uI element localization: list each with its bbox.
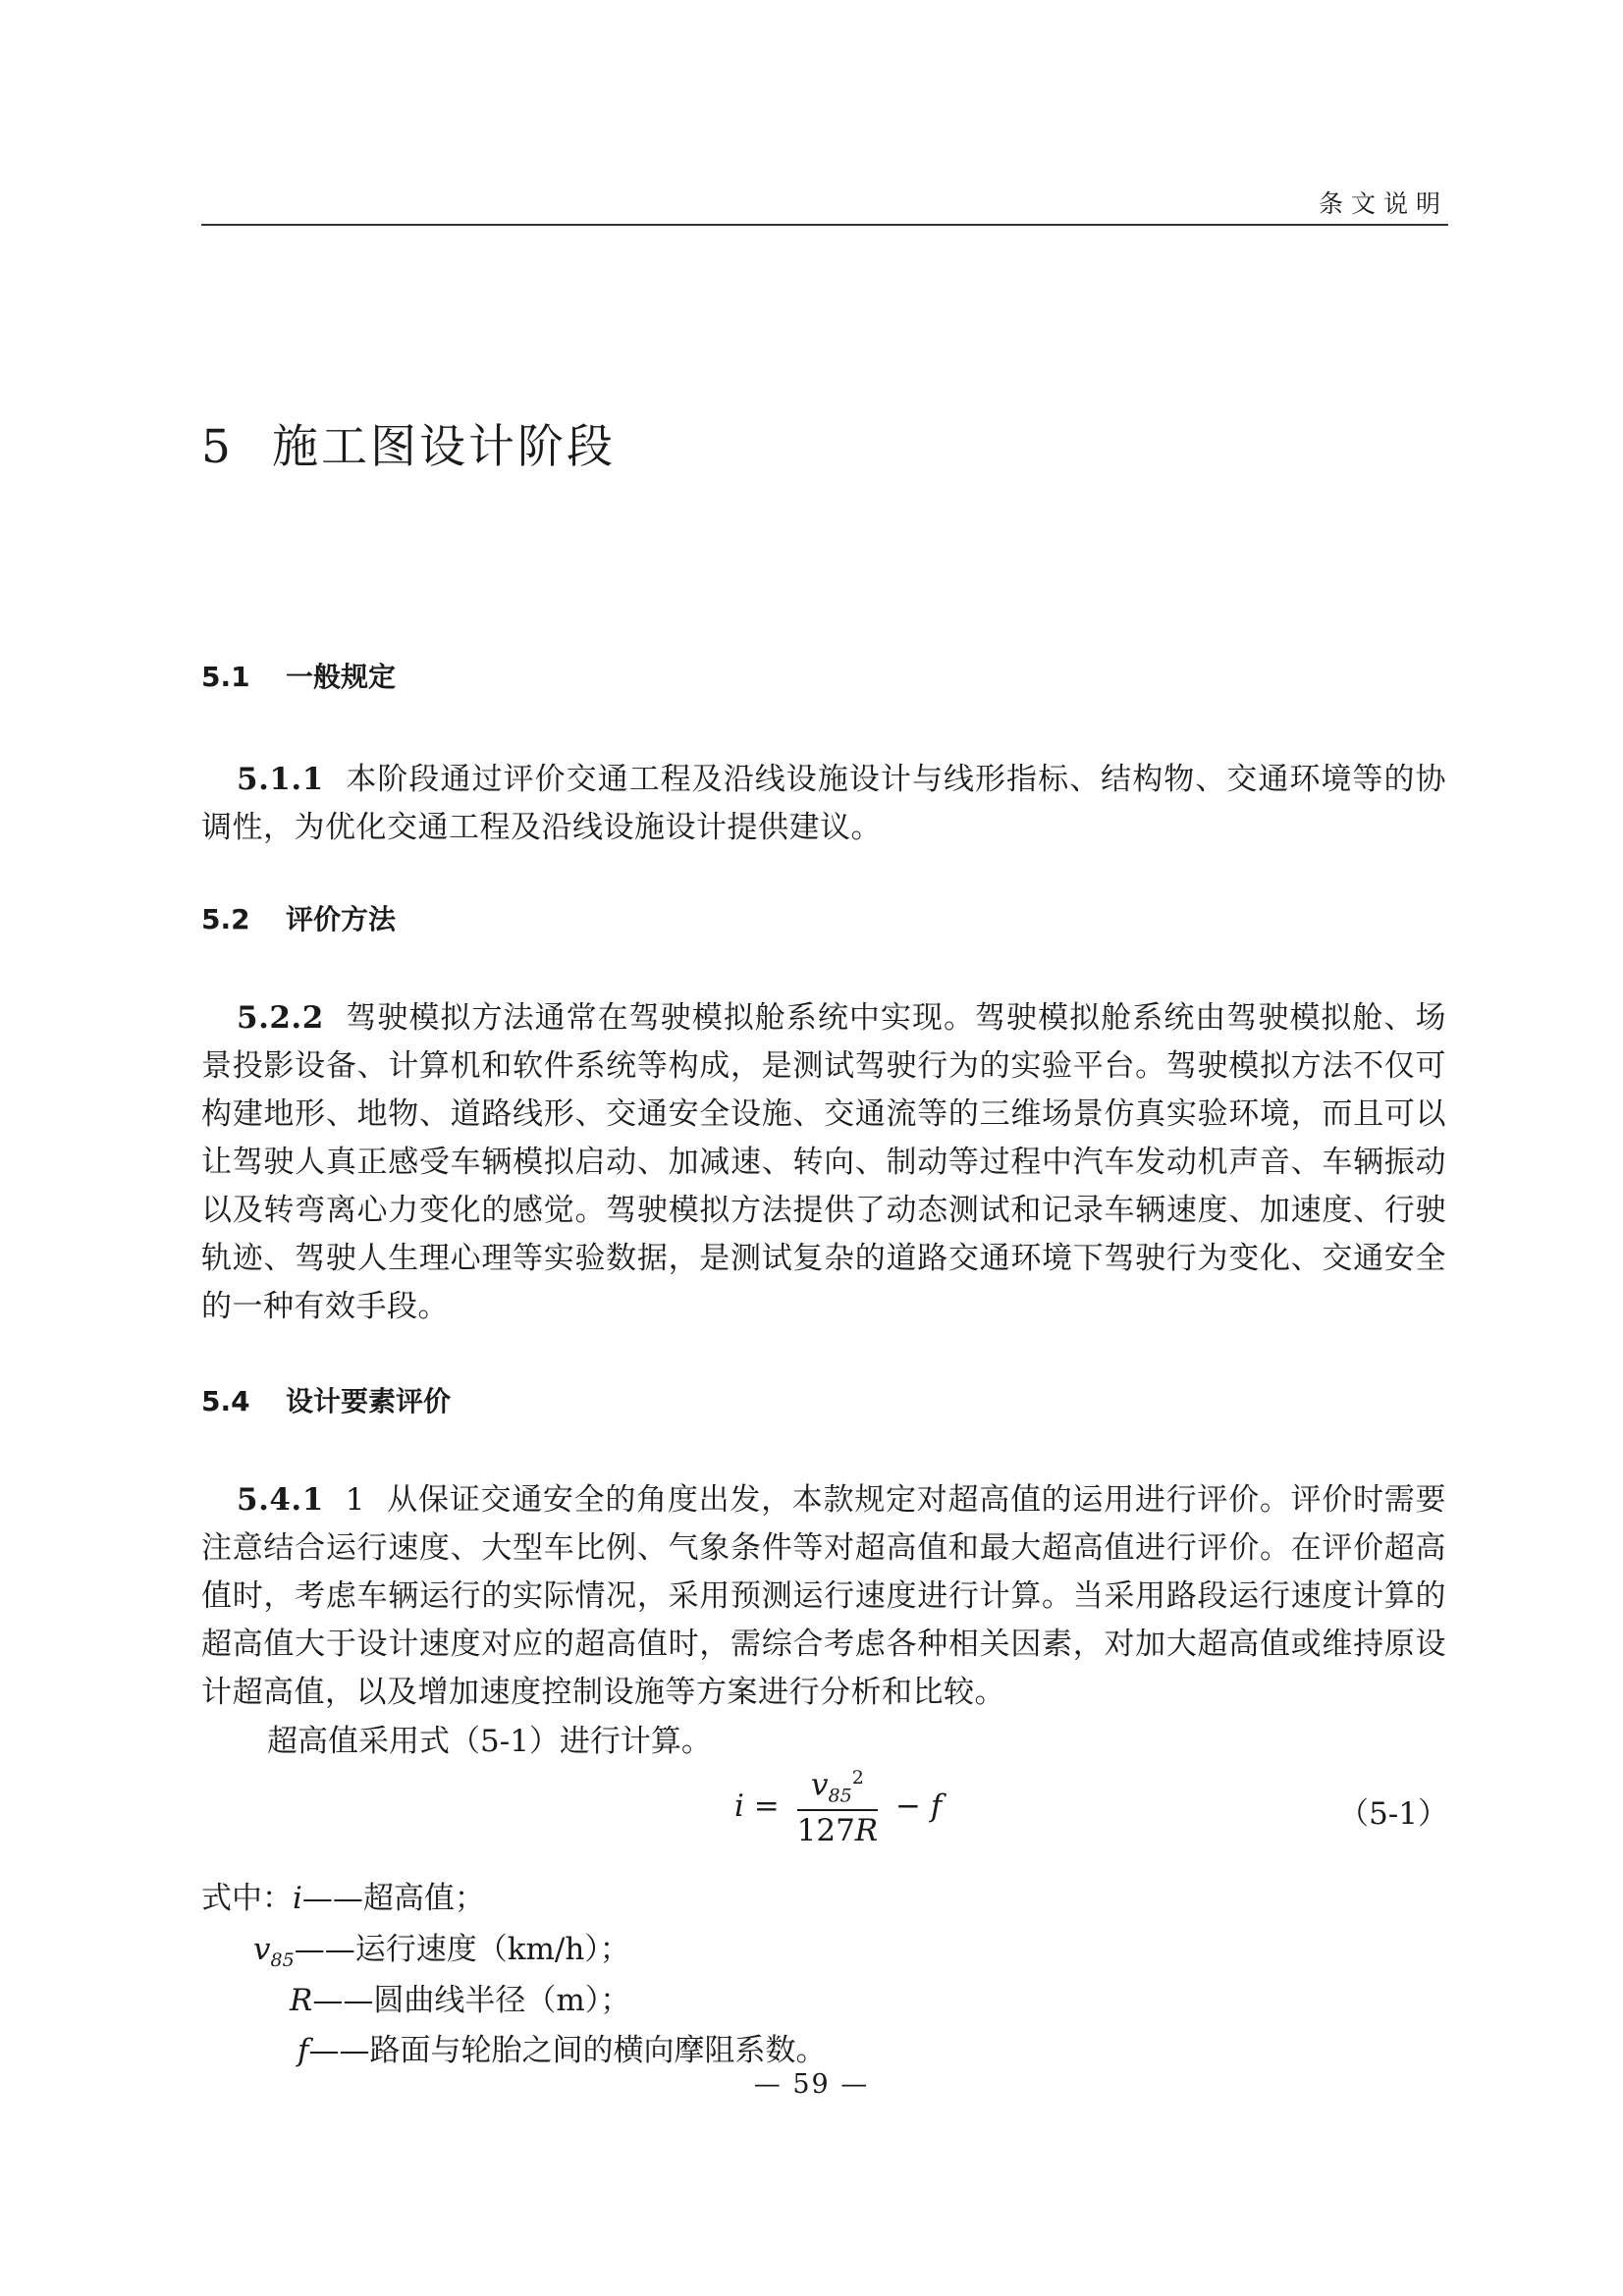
chapter-title — [201, 410, 616, 476]
where-desc: ——圆曲线半径（m）； — [312, 1983, 631, 2018]
where-line-r — [290, 1975, 630, 2019]
formula-minus: − — [895, 1788, 921, 1824]
where-desc: ——运行速度（km/h）； — [294, 1932, 630, 1967]
numerator-sub: 85 — [828, 1785, 852, 1807]
section-title: 一般规定 — [286, 661, 397, 693]
denominator-coef: 127 — [796, 1812, 855, 1848]
formula-5-1 — [734, 1767, 942, 1848]
section-heading-5-4 — [201, 1380, 451, 1419]
section-number: 5.4 — [201, 1385, 250, 1417]
where-symbol: f — [298, 2033, 309, 2068]
section-number: 5.1 — [201, 661, 250, 693]
clause-5-2-2 — [201, 994, 1446, 1331]
numerator-sup: 2 — [851, 1767, 864, 1789]
clause-number: 5.2.2 — [237, 1000, 324, 1036]
clause-5-1-1 — [201, 756, 1446, 852]
formula-lhs: i — [734, 1788, 744, 1824]
where-desc: ——超高值； — [301, 1881, 485, 1916]
where-line-i — [201, 1873, 485, 1917]
clause-number: 5.4.1 — [237, 1482, 324, 1518]
where-symbol: v — [253, 1932, 271, 1967]
section-heading-5-1 — [201, 656, 396, 695]
numerator-var: v — [810, 1767, 829, 1803]
formula-fraction — [797, 1767, 879, 1848]
clause-5-4-1 — [201, 1476, 1446, 1717]
section-number: 5.2 — [201, 903, 250, 935]
running-head: 条文说明 — [1318, 189, 1448, 218]
formula-equals: = — [753, 1788, 780, 1824]
formula-label: （5-1） — [1338, 1796, 1448, 1832]
where-lead: 式中： — [201, 1881, 293, 1916]
formula-intro: 超高值采用式（5-1）进行计算。 — [267, 1724, 712, 1759]
clause-text: 从保证交通安全的角度出发，本款规定对超高值的运用进行评价。评价时需要注意结合运行速度、大型车比例、气象条件等对超高值和最大超高值进行评价。在评价超高值时，考虑车辆运行的实际情况，采用预测运行速度进行计算。当采用路段运行速度计算的超高值大于设计速度对应的超高值时，需综合考虑各种相关因素，对加大超高值或维持原设计超高值，以及增加速度控制设施等方案进行分析和比较。 — [201, 1482, 1446, 1710]
where-line-f — [298, 2025, 826, 2069]
denominator-var: R — [854, 1812, 879, 1848]
chapter-number: 5 — [201, 420, 234, 474]
chapter-title-text: 施工图设计阶段 — [272, 420, 616, 474]
clause-number: 5.1.1 — [237, 762, 324, 797]
where-symbol-sub: 85 — [270, 1949, 295, 1972]
where-symbol: R — [290, 1983, 313, 2018]
header-rule — [201, 224, 1448, 226]
page-number: — 59 — — [753, 2069, 870, 2100]
where-desc: ——路面与轮胎之间的横向摩阻系数。 — [308, 2033, 827, 2068]
where-line-v85 — [253, 1924, 630, 1971]
where-symbol: i — [293, 1881, 302, 1916]
item-number: 1 — [345, 1482, 366, 1518]
formula-denominator — [797, 1811, 879, 1848]
formula-numerator — [797, 1767, 879, 1811]
section-title: 评价方法 — [286, 903, 397, 935]
section-title: 设计要素评价 — [286, 1385, 452, 1417]
section-heading-5-2 — [201, 898, 396, 937]
clause-text: 驾驶模拟方法通常在驾驶模拟舱系统中实现。驾驶模拟舱系统由驾驶模拟舱、场景投影设备、计算机和软件系统等构成，是测试驾驶行为的实验平台。驾驶模拟方法不仅可构建地形、地物、道路线形、交通安全设施、交通流等的三维场景仿真实验环境，而且可以让驾驶人真正感受车辆模拟启动、加减速、转向、制动等过程中汽车发动机声音、车辆振动以及转弯离心力变化的感觉。驾驶模拟方法提供了动态测试和记录车辆速度、加速度、行驶轨迹、驾驶人生理心理等实验数据，是测试复杂的道路交通环境下驾驶行为变化、交通安全的一种有效手段。 — [201, 1000, 1446, 1324]
clause-text: 本阶段通过评价交通工程及沿线设施设计与线形指标、结构物、交通环境等的协调性，为优化交通工程及沿线设施设计提供建议。 — [201, 762, 1446, 845]
formula-tail: f — [930, 1788, 943, 1824]
